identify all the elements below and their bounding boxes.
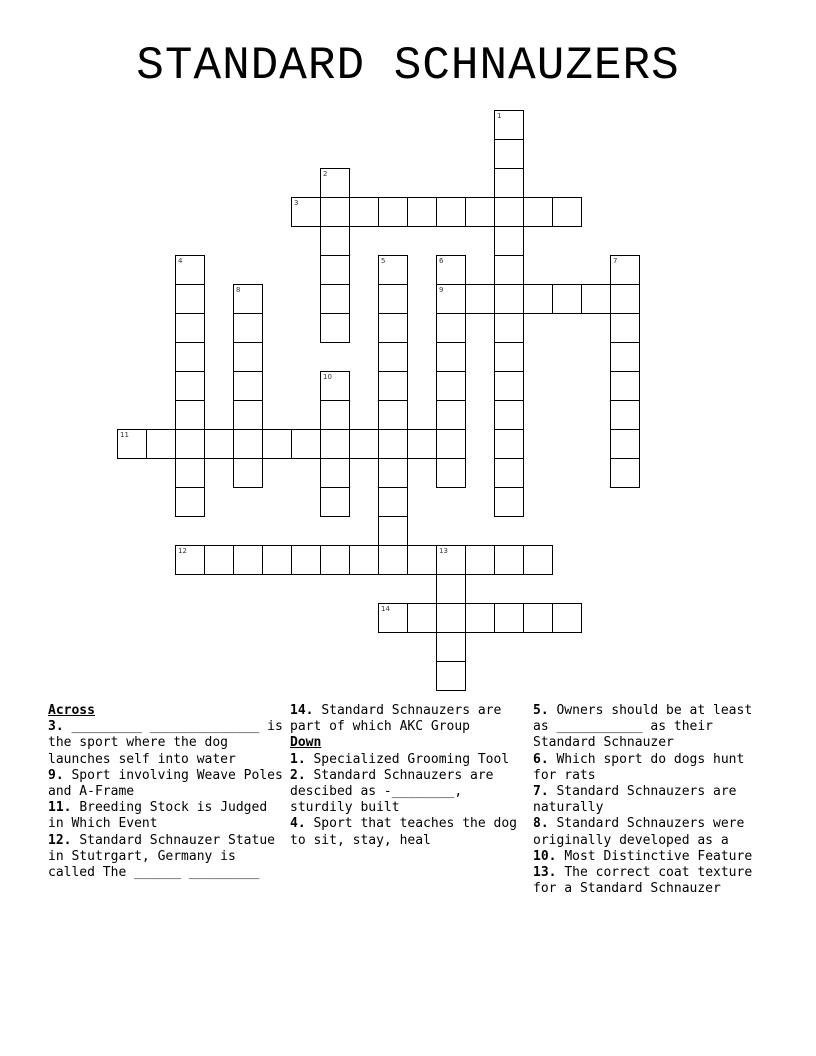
crossword-cell[interactable]: [436, 197, 466, 227]
crossword-cell[interactable]: [436, 603, 466, 633]
crossword-cell[interactable]: [494, 168, 524, 198]
crossword-cell[interactable]: [436, 458, 466, 488]
crossword-cell[interactable]: [610, 429, 640, 459]
crossword-cell[interactable]: [320, 284, 350, 314]
clue-text: Standard Schnauzers are naturally: [533, 784, 737, 816]
crossword-cell[interactable]: [378, 284, 408, 314]
crossword-cell[interactable]: [320, 545, 350, 575]
crossword-cell[interactable]: [320, 313, 350, 343]
clue-text: Which sport do dogs hunt for rats: [533, 751, 745, 783]
crossword-cell[interactable]: [233, 429, 263, 459]
cell-number: 8: [236, 286, 241, 294]
crossword-cell[interactable]: [175, 458, 205, 488]
crossword-cell[interactable]: [320, 400, 350, 430]
crossword-cell[interactable]: [378, 371, 408, 401]
crossword-cell[interactable]: [552, 197, 582, 227]
crossword-cell[interactable]: [581, 284, 611, 314]
clue-text: Standard Schnauzer Statue in Stutrgart, Germany is called The ______ _________: [48, 832, 275, 881]
clue-text: Most Distinctive Feature: [564, 848, 753, 864]
clue-text: Standard Schnauzers are descibed as -________, sturdily built: [290, 767, 494, 816]
across-clue: [48, 719, 288, 768]
crossword-cell[interactable]: [175, 487, 205, 517]
crossword-cell[interactable]: [378, 487, 408, 517]
crossword-cell[interactable]: [465, 197, 495, 227]
down-heading: Down: [290, 735, 322, 751]
crossword-cell[interactable]: [494, 313, 524, 343]
down-clue: [533, 784, 773, 816]
across-clue: [48, 800, 288, 832]
clue-text: Sport that teaches the dog to sit, stay, heal: [290, 816, 517, 848]
crossword-cell[interactable]: [436, 661, 466, 691]
cell-number: 9: [439, 286, 444, 294]
crossword-cell[interactable]: [378, 313, 408, 343]
clue-text: The correct coat texture for a Standard Schnauzer: [533, 865, 753, 897]
crossword-cell[interactable]: [233, 284, 263, 314]
crossword-cell[interactable]: [436, 313, 466, 343]
crossword-cell[interactable]: [494, 342, 524, 372]
crossword-cell[interactable]: [436, 574, 466, 604]
down-clue: [533, 752, 773, 784]
crossword-cell[interactable]: [465, 603, 495, 633]
crossword-cell[interactable]: [291, 429, 321, 459]
crossword-cell[interactable]: [552, 603, 582, 633]
crossword-cell[interactable]: [320, 226, 350, 256]
crossword-cell[interactable]: [610, 371, 640, 401]
crossword-cell[interactable]: [494, 429, 524, 459]
clue-column-2: [290, 703, 530, 849]
crossword-cell[interactable]: [436, 342, 466, 372]
crossword-cell[interactable]: [320, 255, 350, 285]
crossword-cell[interactable]: [523, 197, 553, 227]
cell-number: 14: [381, 605, 390, 613]
crossword-cell[interactable]: [175, 284, 205, 314]
clue-text: Specialized Grooming Tool: [313, 751, 510, 767]
crossword-cell[interactable]: [610, 255, 640, 285]
crossword-cell[interactable]: [262, 429, 292, 459]
cell-number: 13: [439, 547, 448, 555]
crossword-cell[interactable]: [494, 284, 524, 314]
crossword-cell[interactable]: [494, 371, 524, 401]
crossword-cell[interactable]: [378, 429, 408, 459]
down-clue: [290, 752, 530, 768]
crossword-cell[interactable]: [320, 458, 350, 488]
clue-number: 3.: [48, 719, 64, 735]
clue-number: 5.: [533, 703, 549, 718]
crossword-cell[interactable]: [378, 516, 408, 546]
crossword-cell[interactable]: [407, 545, 437, 575]
across-clue: [48, 768, 288, 800]
clue-column-1: [48, 703, 288, 881]
cell-number: 11: [120, 431, 129, 439]
crossword-cell[interactable]: [407, 429, 437, 459]
clue-number: 13.: [533, 865, 557, 881]
crossword-cell[interactable]: [494, 255, 524, 285]
crossword-cell[interactable]: [378, 342, 408, 372]
crossword-cell[interactable]: [349, 545, 379, 575]
across-clue: [290, 703, 530, 735]
crossword-cell[interactable]: [320, 429, 350, 459]
crossword-cell[interactable]: [494, 458, 524, 488]
crossword-cell[interactable]: [610, 313, 640, 343]
clue-number: 10.: [533, 848, 557, 864]
clue-number: 4.: [290, 816, 306, 832]
crossword-cell[interactable]: [146, 429, 176, 459]
cell-number: 1: [497, 112, 502, 120]
crossword-cell[interactable]: [175, 545, 205, 575]
clue-number: 9.: [48, 767, 64, 783]
cell-number: 5: [381, 257, 386, 265]
crossword-cell[interactable]: [204, 545, 234, 575]
crossword-cell[interactable]: [175, 371, 205, 401]
cell-number: 12: [178, 547, 187, 555]
crossword-cell[interactable]: [436, 429, 466, 459]
crossword-cell[interactable]: [436, 255, 466, 285]
crossword-cell[interactable]: [378, 603, 408, 633]
crossword-cell[interactable]: [494, 603, 524, 633]
clue-number: 12.: [48, 832, 72, 848]
clue-number: 2.: [290, 767, 306, 783]
crossword-cell[interactable]: [233, 371, 263, 401]
cell-number: 4: [178, 257, 183, 265]
crossword-cell[interactable]: [407, 197, 437, 227]
crossword-cell[interactable]: [291, 545, 321, 575]
down-clue: [290, 816, 530, 848]
crossword-cell[interactable]: [436, 400, 466, 430]
down-clue: [533, 703, 773, 752]
crossword-cell[interactable]: [291, 197, 321, 227]
crossword-cell[interactable]: [204, 429, 234, 459]
crossword-cell[interactable]: [233, 458, 263, 488]
crossword-cell[interactable]: [494, 487, 524, 517]
clue-number: 8.: [533, 816, 549, 832]
crossword-cell[interactable]: [465, 545, 495, 575]
crossword-cell[interactable]: [494, 110, 524, 140]
crossword-cell[interactable]: [320, 487, 350, 517]
crossword-cell[interactable]: [349, 429, 379, 459]
crossword-cell[interactable]: [494, 545, 524, 575]
clue-number: 6.: [533, 751, 549, 767]
crossword-cell[interactable]: [610, 458, 640, 488]
cell-number: 2: [323, 170, 328, 178]
crossword-cell[interactable]: [175, 313, 205, 343]
crossword-cell[interactable]: [175, 400, 205, 430]
clue-number: 1.: [290, 751, 306, 767]
crossword-cell[interactable]: [407, 603, 437, 633]
crossword-cell[interactable]: [494, 197, 524, 227]
crossword-cell[interactable]: [436, 632, 466, 662]
clue-number: 14.: [290, 703, 314, 718]
clue-column-3: [533, 703, 773, 897]
crossword-cell[interactable]: [320, 197, 350, 227]
crossword-cell[interactable]: [262, 545, 292, 575]
crossword-cell[interactable]: [436, 371, 466, 401]
crossword-cell[interactable]: [233, 313, 263, 343]
crossword-cell[interactable]: [378, 255, 408, 285]
crossword-cell[interactable]: [320, 371, 350, 401]
clue-text: Standard Schnauzers were originally developed as a: [533, 816, 745, 848]
crossword-cell[interactable]: [610, 342, 640, 372]
clue-text: _________ ______________ is the sport where the dog launches self into water: [48, 719, 283, 767]
crossword-cell[interactable]: [378, 545, 408, 575]
crossword-cell[interactable]: [349, 197, 379, 227]
crossword-cell[interactable]: [378, 400, 408, 430]
clue-text: Standard Schnauzers are part of which AKC Group: [290, 703, 502, 735]
clue-text: Sport involving Weave Poles and A-Frame: [48, 767, 283, 800]
cell-number: 6: [439, 257, 444, 265]
cell-number: 7: [613, 257, 618, 265]
crossword-cell[interactable]: [494, 226, 524, 256]
across-heading: Across: [48, 703, 95, 718]
clue-number: 7.: [533, 784, 549, 800]
down-clue: [290, 768, 530, 817]
clue-text: Owners should be at least as ___________ as their Standard Schnauzer: [533, 703, 753, 751]
clue-text: Breeding Stock is Judged in Which Event: [48, 800, 268, 832]
crossword-cell[interactable]: [117, 429, 147, 459]
crossword-cell[interactable]: [233, 400, 263, 430]
crossword-cell[interactable]: [552, 284, 582, 314]
crossword-cell[interactable]: [378, 458, 408, 488]
puzzle-title: STANDARD SCHNAUZERS: [136, 40, 680, 92]
crossword-cell[interactable]: [610, 400, 640, 430]
clue-number: 11.: [48, 800, 72, 816]
cell-number: 3: [294, 199, 299, 207]
crossword-cell[interactable]: [523, 603, 553, 633]
crossword-cell[interactable]: [175, 342, 205, 372]
crossword-cell[interactable]: [523, 284, 553, 314]
across-clue: [48, 833, 288, 882]
crossword-cell[interactable]: [436, 545, 466, 575]
down-clue: [533, 816, 773, 848]
crossword-cell[interactable]: [465, 284, 495, 314]
crossword-cell[interactable]: [436, 284, 466, 314]
crossword-cell[interactable]: [320, 168, 350, 198]
down-clue: [533, 849, 773, 865]
crossword-cell[interactable]: [233, 545, 263, 575]
crossword-cell[interactable]: [378, 197, 408, 227]
crossword-cell[interactable]: [523, 545, 553, 575]
crossword-cell[interactable]: [494, 400, 524, 430]
crossword-cell[interactable]: [175, 255, 205, 285]
crossword-cell[interactable]: [233, 342, 263, 372]
crossword-cell[interactable]: [175, 429, 205, 459]
cell-number: 10: [323, 373, 332, 381]
crossword-cell[interactable]: [494, 139, 524, 169]
crossword-cell[interactable]: [610, 284, 640, 314]
down-clue: [533, 865, 773, 897]
